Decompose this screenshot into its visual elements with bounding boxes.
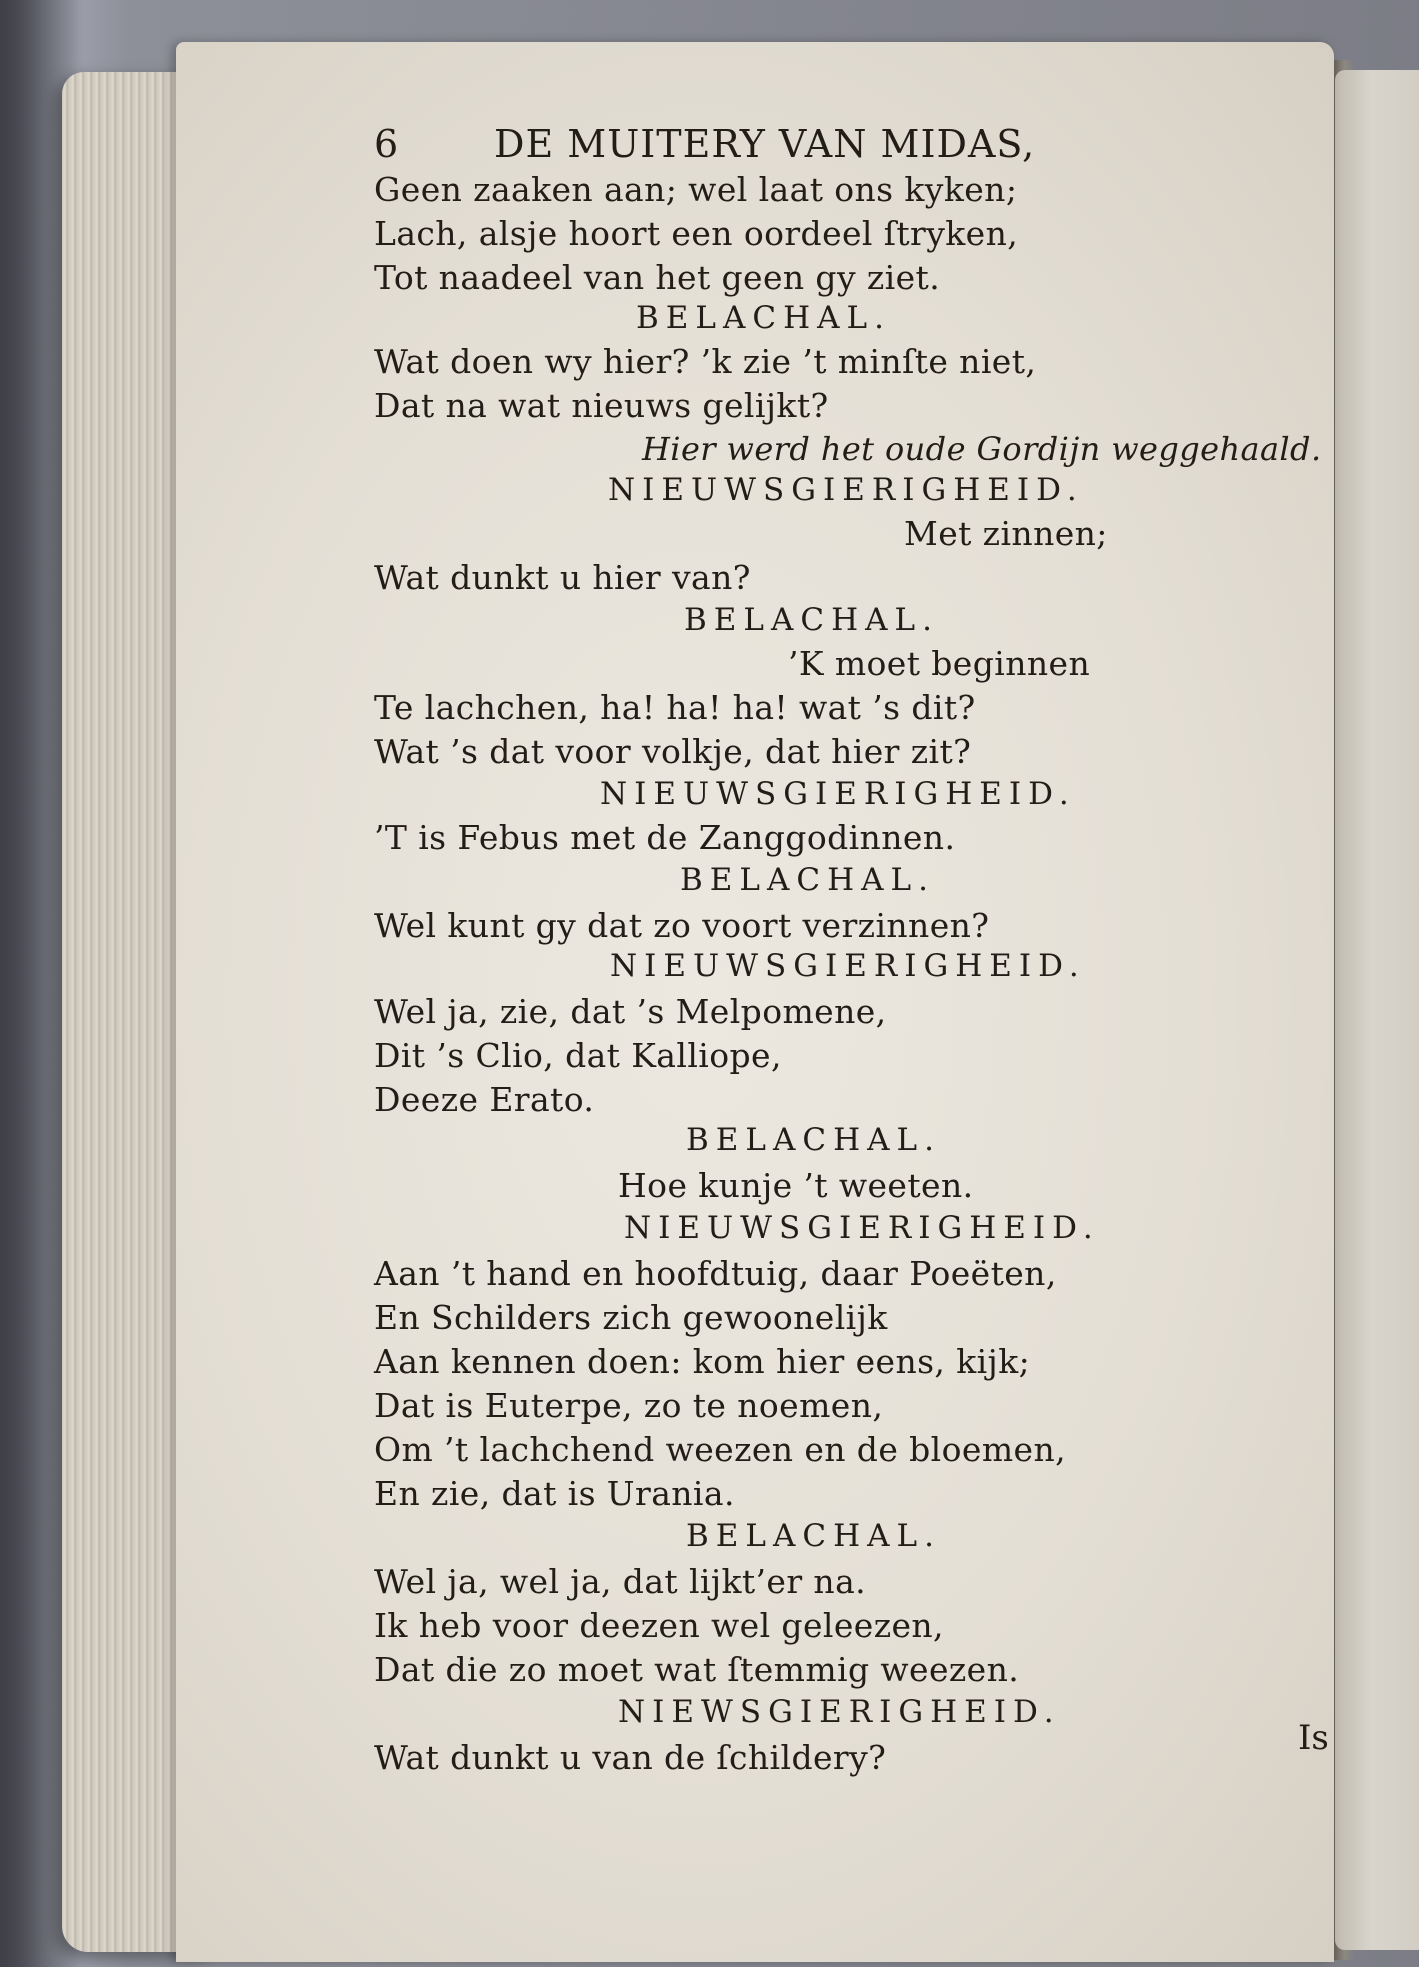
speaker-label: BELACHAL. [686,1518,941,1554]
verse-line: Wat doen wy hier? ’k zie ’t minſte niet, [374,342,1037,381]
verse-line: Geen zaaken aan; wel laat ons kyken; [374,170,1018,209]
speaker-label: NIEUWSGIERIGHEID. [624,1210,1100,1246]
verse-line: Dit ’s Clio, dat Kalliope, [374,1036,782,1075]
verse-line: Ik heb voor deezen wel geleezen, [374,1606,944,1645]
verse-line: ’T is Febus met de Zanggodinnen. [374,818,956,857]
verse-line: Aan ’t hand en hoofdtuig, daar Poeëten, [374,1254,1057,1293]
speaker-label: BELACHAL. [686,1122,941,1158]
verse-line: Wat dunkt u van de ſchildery? [374,1738,887,1777]
verse-line: ’K moet beginnen [788,644,1091,683]
verse-line: Te lachchen, ha! ha! ha! wat ’s dit? [374,688,976,727]
speaker-label: NIEWSGIERIGHEID. [618,1694,1061,1730]
verse-line: Dat na wat nieuws gelijkt? [374,386,829,425]
running-header [374,122,1274,166]
stage-direction: Hier werd het oude Gordijn weggehaald. [642,430,1322,468]
speaker-label: BELACHAL. [680,862,935,898]
speaker-label: NIEUWSGIERIGHEID. [600,776,1076,812]
running-title: DE MUITERY VAN MIDAS, [494,122,1036,166]
speaker-label: NIEUWSGIERIGHEID. [608,472,1084,508]
verse-line: Wat dunkt u hier van? [374,558,751,597]
verse-line: Wel ja, zie, dat ’s Melpomene, [374,992,887,1031]
verse-line: Wel ja, wel ja, dat lijkt’er na. [374,1562,867,1601]
verse-line: Aan kennen doen: kom hier eens, kijk; [374,1342,1031,1381]
verse-line: En zie, dat is Urania. [374,1474,735,1513]
speaker-label: NIEUWSGIERIGHEID. [610,948,1086,984]
verse-line: Om ’t lachchend weezen en de bloemen, [374,1430,1066,1469]
speaker-label: BELACHAL. [684,602,939,638]
verse-line: Dat die zo moet wat ſtemmig weezen. [374,1650,1020,1689]
verse-line: Met zinnen; [904,514,1108,553]
verse-line: En Schilders zich gewoonelijk [374,1298,888,1337]
verse-line: Lach, alsje hoort een oordeel ſtryken, [374,214,1019,253]
verse-line: Dat is Euterpe, zo te noemen, [374,1386,884,1425]
speaker-label: BELACHAL. [636,300,891,336]
catchword: Is [1298,1718,1329,1758]
verse-line: Wel kunt gy dat zo voort verzinnen? [374,906,990,945]
verse-line: Hoe kunje ’t weeten. [618,1166,974,1205]
verse-line: Tot naadeel van het geen gy ziet. [374,258,941,297]
facing-page-edge [1335,70,1419,1950]
verse-line: Wat ’s dat voor volkje, dat hier zit? [374,732,972,771]
page-number: 6 [374,122,400,166]
verse-line: Deeze Erato. [374,1080,595,1119]
